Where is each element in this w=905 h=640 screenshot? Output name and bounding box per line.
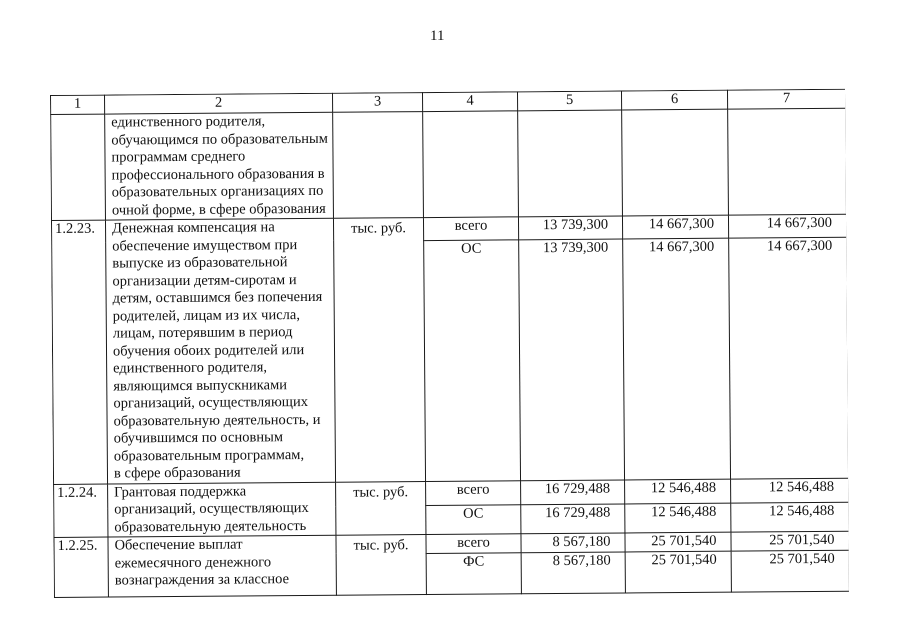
header-cell: 2 [105, 93, 333, 114]
source-label: всего [426, 480, 521, 505]
source-label: ФС [426, 552, 521, 594]
unit-cell: тыс. руб. [333, 218, 425, 482]
header-cell: 3 [332, 93, 422, 113]
description-cell [105, 218, 335, 483]
value-col5: 13 739,300 [518, 216, 622, 239]
description-line: обучившимся по основным [113, 429, 284, 447]
description-line: являющимся выпускниками [113, 376, 288, 395]
description-line: очной форме, в сфере образования [111, 200, 326, 219]
value-col7: 12 546,488 [731, 478, 849, 503]
value-col6: 12 546,488 [625, 503, 731, 533]
description-line: организаций, осуществляющих [114, 499, 309, 518]
description-line: Обеспечение выплат [114, 536, 243, 554]
code-cell: 1.2.23. [51, 220, 107, 484]
value-col7: 14 667,300 [728, 214, 846, 237]
value-col6: 12 546,488 [625, 479, 731, 504]
unit-cell: тыс. руб. [336, 535, 426, 595]
description-line: программам среднего [111, 148, 246, 166]
value-col7: 14 667,300 [729, 237, 849, 479]
description-line: образовательную деятельность, и [113, 411, 321, 430]
description-cell [105, 112, 334, 220]
unit-cell: тыс. руб. [336, 481, 426, 535]
value-col5: 8 567,180 [521, 533, 625, 552]
description-cell [108, 482, 336, 537]
description-line: родителей, лицам из их числа, [112, 306, 300, 325]
header-cell: 7 [727, 89, 845, 109]
description-line: ежемесячного денежного [114, 553, 272, 572]
unit-cell [333, 112, 424, 219]
value-col6: 14 667,300 [622, 215, 728, 238]
description-line: образовательным программам, [113, 446, 305, 465]
value-col5: 8 567,180 [521, 551, 625, 593]
description-line: детям, оставшимся без попечения [112, 288, 323, 307]
value-cell [728, 108, 847, 215]
code-cell: 1.2.25. [54, 537, 108, 597]
description-line: вознаграждения за классное [114, 571, 290, 589]
value-col6: 25 701,540 [625, 551, 731, 593]
description-line: образовательных организациях по [111, 182, 324, 201]
code-cell: 1.2.24. [54, 484, 108, 538]
header-cell: 4 [422, 92, 517, 112]
code-cell [51, 114, 106, 220]
value-col7: 25 701,540 [731, 550, 849, 592]
source-cell [423, 111, 519, 218]
description-line: единственного родителя, [111, 113, 266, 131]
description-line: Грантовая поддержка [114, 482, 247, 501]
value-cell [518, 110, 623, 217]
value-col7: 25 701,540 [731, 531, 849, 550]
description-line: обучающимся по образовательным [111, 130, 328, 149]
value-col5: 13 739,300 [519, 239, 625, 481]
description-line: организаций, осуществляющих [113, 393, 308, 412]
header-cell: 5 [517, 91, 621, 111]
value-col7: 12 546,488 [731, 502, 849, 532]
description-line: организации детям-сиротам и [112, 271, 297, 290]
continuation-row [51, 108, 847, 220]
value-col6: 14 667,300 [623, 238, 731, 480]
description-line: в сфере образования [113, 464, 241, 482]
description-cell [108, 535, 336, 596]
page-number: 11 [430, 28, 445, 44]
source-label: ОС [426, 505, 521, 535]
description-line: образовательную деятельность [114, 517, 307, 536]
value-col6: 25 701,540 [625, 532, 731, 551]
description-line: Денежная компенсация на [111, 219, 275, 237]
description-line: лицам, потерявшим в период [112, 324, 293, 342]
value-col5: 16 729,488 [521, 504, 625, 534]
description-line: профессионального образования в [111, 165, 325, 184]
description-line: обеспечение имуществом при [112, 236, 298, 255]
source-label: ОС [424, 239, 521, 481]
source-label: всего [426, 534, 521, 553]
description-line: обучения обоих родителей или [112, 341, 305, 360]
value-cell [622, 109, 729, 216]
value-col5: 16 729,488 [521, 479, 625, 504]
description-line: единственного родителя, [113, 359, 268, 377]
budget-table [50, 89, 849, 598]
budget-sheet [50, 89, 849, 640]
header-cell: 1 [51, 95, 105, 114]
source-label: всего [423, 217, 518, 240]
header-cell: 6 [621, 90, 727, 110]
description-line: выпуске из образовательной [112, 254, 288, 272]
